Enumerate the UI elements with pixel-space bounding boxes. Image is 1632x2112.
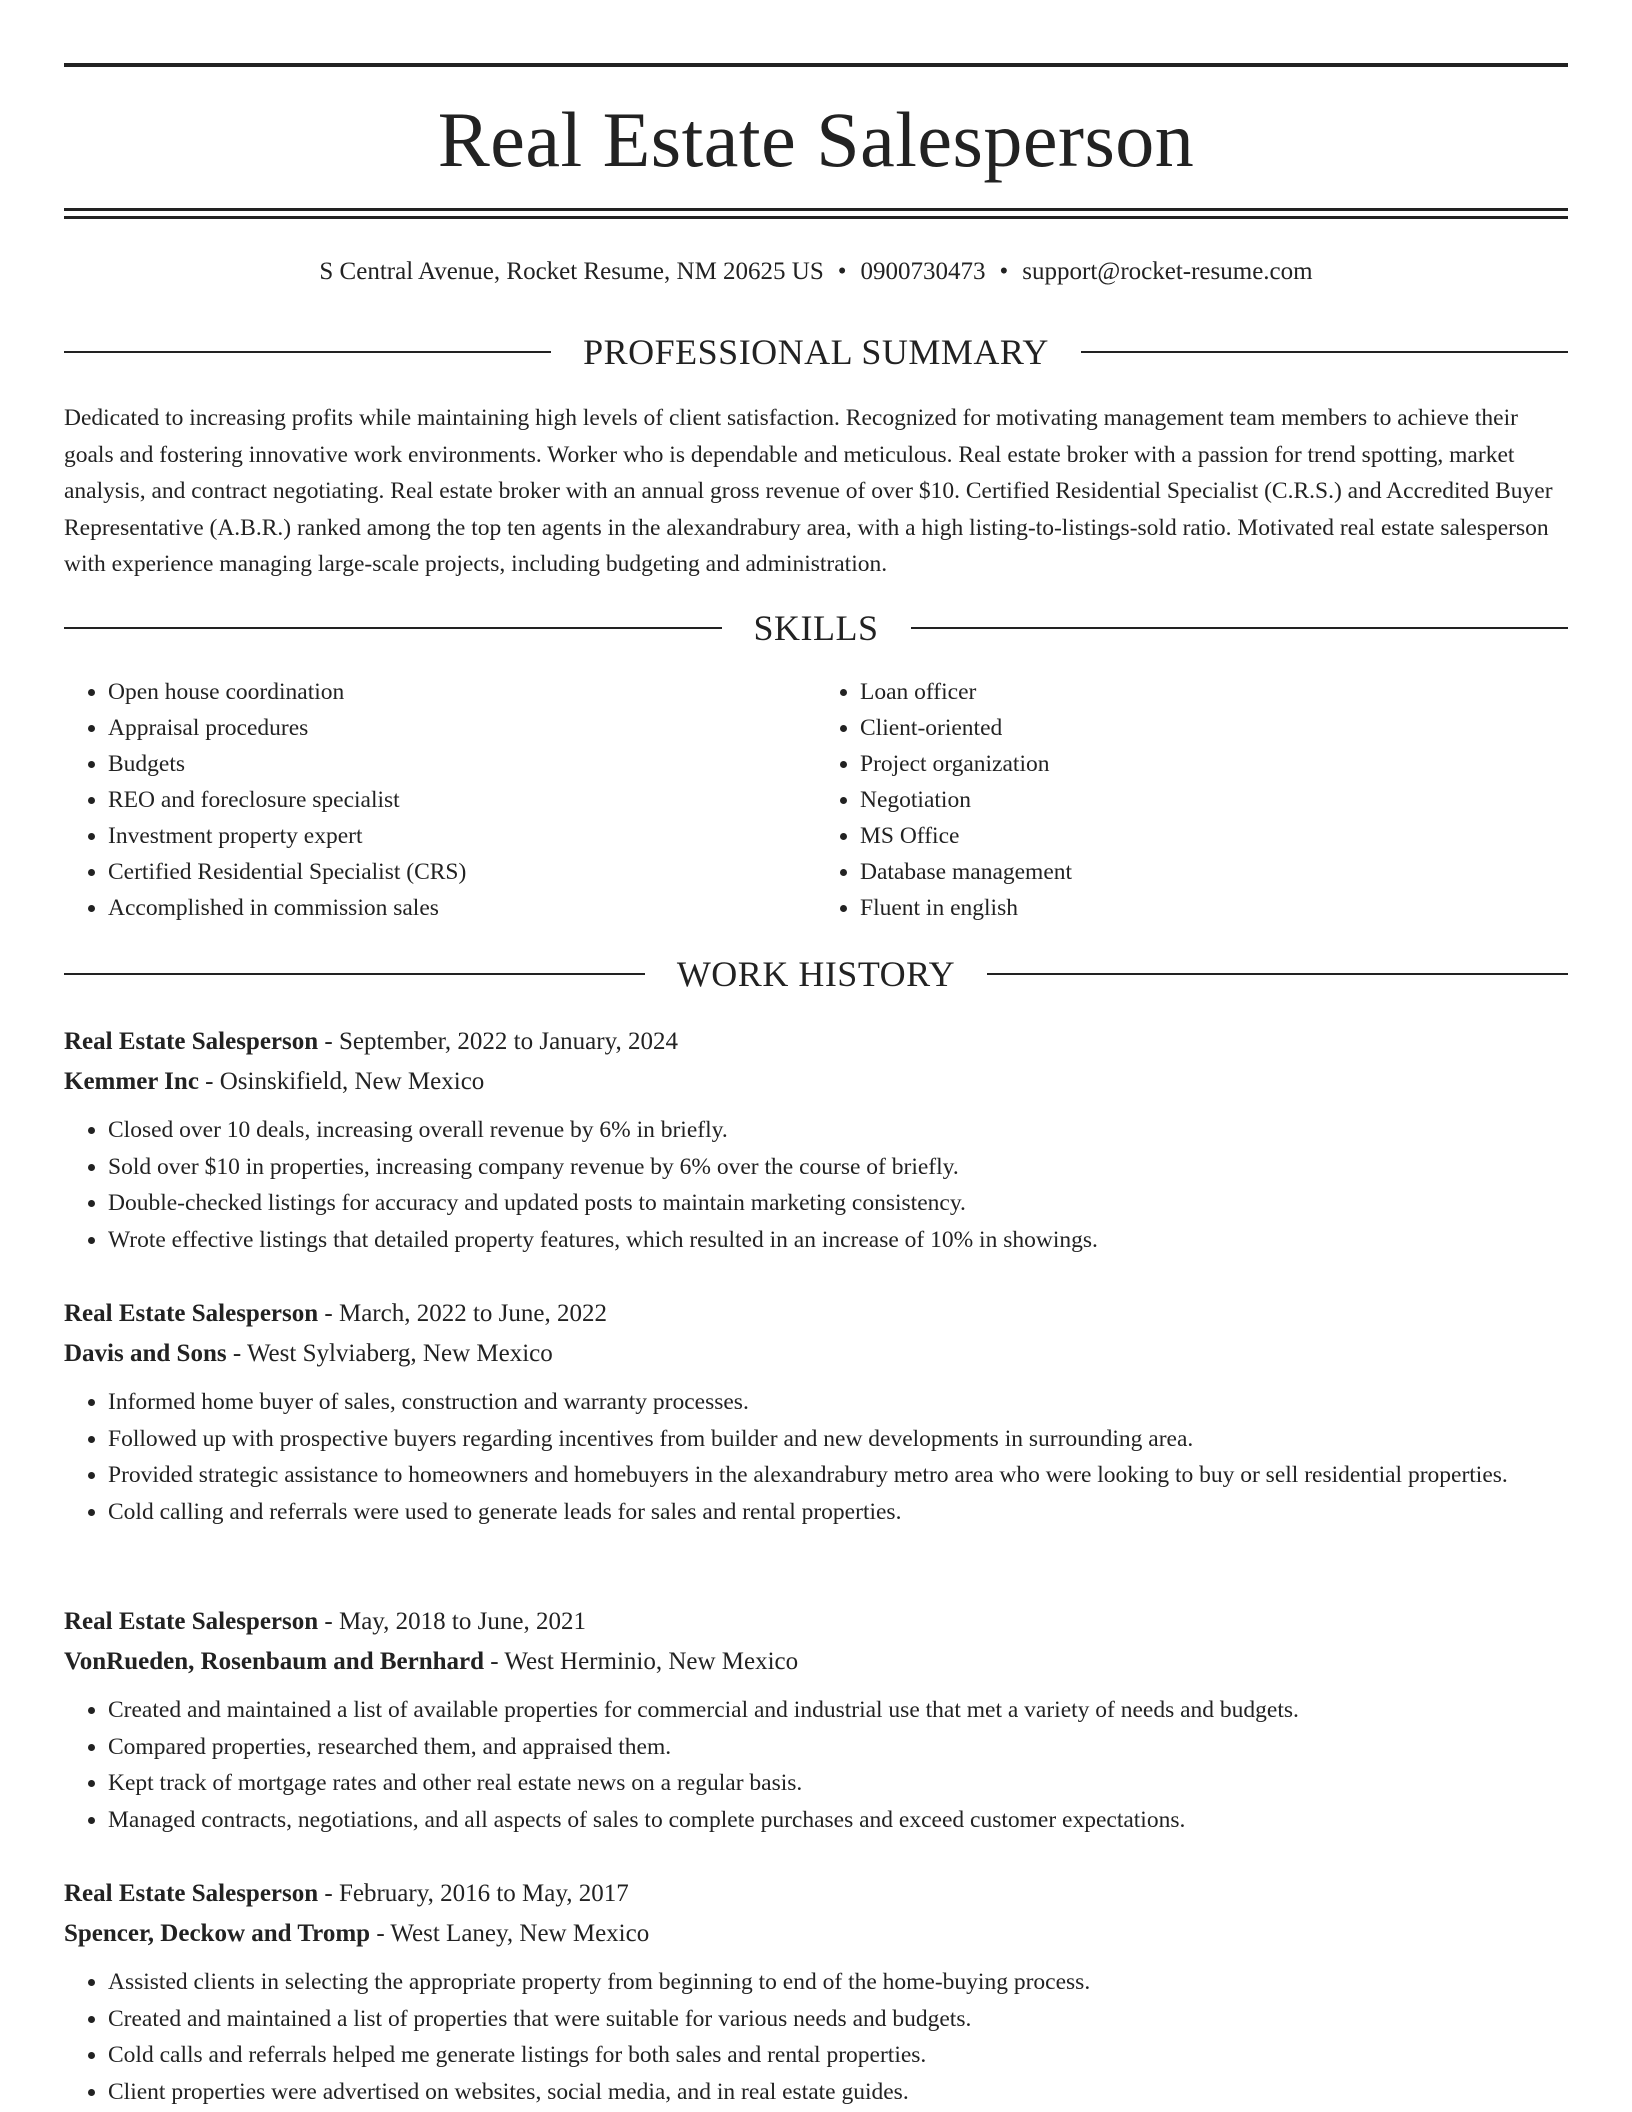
job-company-line — [64, 1914, 1568, 1954]
job-bullet: • Client properties were advertised on websites, social media, and in real estate guides. — [108, 2074, 1568, 2111]
job-title: Real Estate Salesperson — [64, 1028, 319, 1055]
skill-item: • Open house coordination — [108, 674, 816, 710]
job-title-line — [64, 1602, 1568, 1642]
title-rule-upper — [64, 208, 1568, 211]
job-location: - Osinskifield, New Mexico — [198, 1068, 485, 1095]
heading-rule — [64, 627, 722, 629]
job-dates: - September, 2022 to January, 2024 — [318, 1028, 678, 1055]
job-entry-3 — [64, 1602, 1568, 1838]
skills-column-right — [816, 674, 1568, 926]
job-bullet: • Managed contracts, negotiations, and all aspects of sales to complete purchases and exceed customer expectations. — [108, 1802, 1568, 1839]
job-company: VonRueden, Rosenbaum and Bernhard — [64, 1648, 485, 1675]
skill-item: • Certified Residential Specialist (CRS) — [108, 854, 816, 890]
job-title: Real Estate Salesperson — [64, 1880, 319, 1907]
skill-item: • Fluent in english — [860, 890, 1568, 926]
skill-item: • Project organization — [860, 746, 1568, 782]
skill-item: • Accomplished in commission sales — [108, 890, 816, 926]
job-bullet: • Kept track of mortgage rates and other real estate news on a regular basis. — [108, 1765, 1568, 1802]
contact-email: support@rocket-resume.com — [1022, 258, 1313, 285]
skill-item: • MS Office — [860, 818, 1568, 854]
job-bullet: • Wrote effective listings that detailed property features, which resulted in an increase of 10% in showings. — [108, 1222, 1568, 1259]
job-bullet: • Closed over 10 deals, increasing overall revenue by 6% in briefly. — [108, 1112, 1568, 1149]
job-bullet: • Compared properties, researched them, and appraised them. — [108, 1729, 1568, 1766]
job-bullets — [64, 1384, 1568, 1530]
skills-heading — [64, 606, 1568, 650]
summary-heading-label: PROFESSIONAL SUMMARY — [583, 332, 1049, 372]
job-bullets — [64, 1692, 1568, 1838]
resume-title: Real Estate Salesperson — [437, 96, 1195, 183]
work-heading-label: WORK HISTORY — [676, 954, 956, 994]
title-rule-lower — [64, 216, 1568, 219]
job-bullet: • Informed home buyer of sales, construction and warranty processes. — [108, 1384, 1568, 1421]
job-bullet: • Double-checked listings for accuracy and updated posts to maintain marketing consistency. — [108, 1185, 1568, 1222]
heading-rule — [64, 351, 551, 353]
heading-rule — [1081, 351, 1568, 353]
contact-phone: 0900730473 — [860, 258, 986, 285]
job-bullets — [64, 1964, 1568, 2110]
job-bullet: • Assisted clients in selecting the appropriate property from beginning to end of the home-buying process. — [108, 1964, 1568, 2001]
summary-text: Dedicated to increasing profits while maintaining high levels of client satisfaction. Recognized for motivating management team members to achieve their goals and fostering innovative work environments. Worker who is dependable and meticulous. Real estate broker with a passion for trend spotting, market analysis, and contract negotiating. Real estate broker with an annual gross revenue of over $10. Certified Residential Specialist (C.R.S.) and Accredited Buyer Representative (A.B.R.) ranked among the top ten agents in the alexandrabury area, with a high listing-to-listings-sold ratio. Motivated real estate salesperson with experience managing large-scale projects, including budgeting and administration. — [64, 405, 1553, 577]
job-title-line — [64, 1294, 1568, 1334]
job-entry-4 — [64, 1874, 1568, 2110]
heading-rule — [911, 627, 1569, 629]
job-bullet: • Cold calls and referrals helped me generate listings for both sales and rental properties. — [108, 2037, 1568, 2074]
job-company: Kemmer Inc — [64, 1068, 199, 1095]
skills-list — [64, 674, 1568, 926]
job-dates: - March, 2022 to June, 2022 — [318, 1300, 607, 1327]
top-rule — [64, 63, 1568, 67]
skill-item: • Appraisal procedures — [108, 710, 816, 746]
job-company-line — [64, 1642, 1568, 1682]
skill-item: • Database management — [860, 854, 1568, 890]
skill-item: • Client-oriented — [860, 710, 1568, 746]
job-company-line — [64, 1062, 1568, 1102]
job-bullet: • Created and maintained a list of available properties for commercial and industrial use that met a variety of needs and budgets. — [108, 1692, 1568, 1729]
skill-item: • REO and foreclosure specialist — [108, 782, 816, 818]
job-company: Davis and Sons — [64, 1340, 227, 1367]
skills-heading-label: SKILLS — [753, 608, 879, 648]
job-location: - West Sylviaberg, New Mexico — [226, 1340, 553, 1367]
job-location: - West Laney, New Mexico — [370, 1920, 650, 1947]
work-heading — [64, 952, 1568, 996]
job-title: Real Estate Salesperson — [64, 1608, 319, 1635]
skill-item: • Loan officer — [860, 674, 1568, 710]
skills-column-left — [64, 674, 816, 926]
job-bullet: • Followed up with prospective buyers regarding incentives from builder and new developments in surrounding area. — [108, 1421, 1568, 1458]
job-company-line — [64, 1334, 1568, 1374]
job-bullets — [64, 1112, 1568, 1258]
contact-address: S Central Avenue, Rocket Resume, NM 20625 US — [319, 258, 824, 285]
job-dates: - February, 2016 to May, 2017 — [318, 1880, 629, 1907]
skill-item: • Negotiation — [860, 782, 1568, 818]
job-title: Real Estate Salesperson — [64, 1300, 319, 1327]
job-title-line — [64, 1874, 1568, 1914]
job-bullet: • Created and maintained a list of properties that were suitable for various needs and budgets. — [108, 2001, 1568, 2038]
contact-line — [64, 254, 1568, 290]
contact-separator: • — [837, 258, 847, 285]
skill-item: • Investment property expert — [108, 818, 816, 854]
summary-heading — [64, 330, 1568, 374]
job-bullet: • Cold calling and referrals were used to generate leads for sales and rental properties. — [108, 1494, 1568, 1531]
job-dates: - May, 2018 to June, 2021 — [318, 1608, 586, 1635]
contact-separator: • — [999, 258, 1009, 285]
heading-rule — [987, 973, 1568, 975]
job-location: - West Herminio, New Mexico — [484, 1648, 799, 1675]
job-title-line — [64, 1022, 1568, 1062]
job-bullet: • Sold over $10 in properties, increasing company revenue by 6% over the course of briefly. — [108, 1149, 1568, 1186]
job-bullet: • Provided strategic assistance to homeowners and homebuyers in the alexandrabury metro area who were looking to buy or sell residential properties. — [108, 1457, 1568, 1494]
skill-item: • Budgets — [108, 746, 816, 782]
heading-rule — [64, 973, 645, 975]
job-entry-1 — [64, 1022, 1568, 1258]
job-entry-2 — [64, 1294, 1568, 1530]
job-company: Spencer, Deckow and Tromp — [64, 1920, 371, 1947]
